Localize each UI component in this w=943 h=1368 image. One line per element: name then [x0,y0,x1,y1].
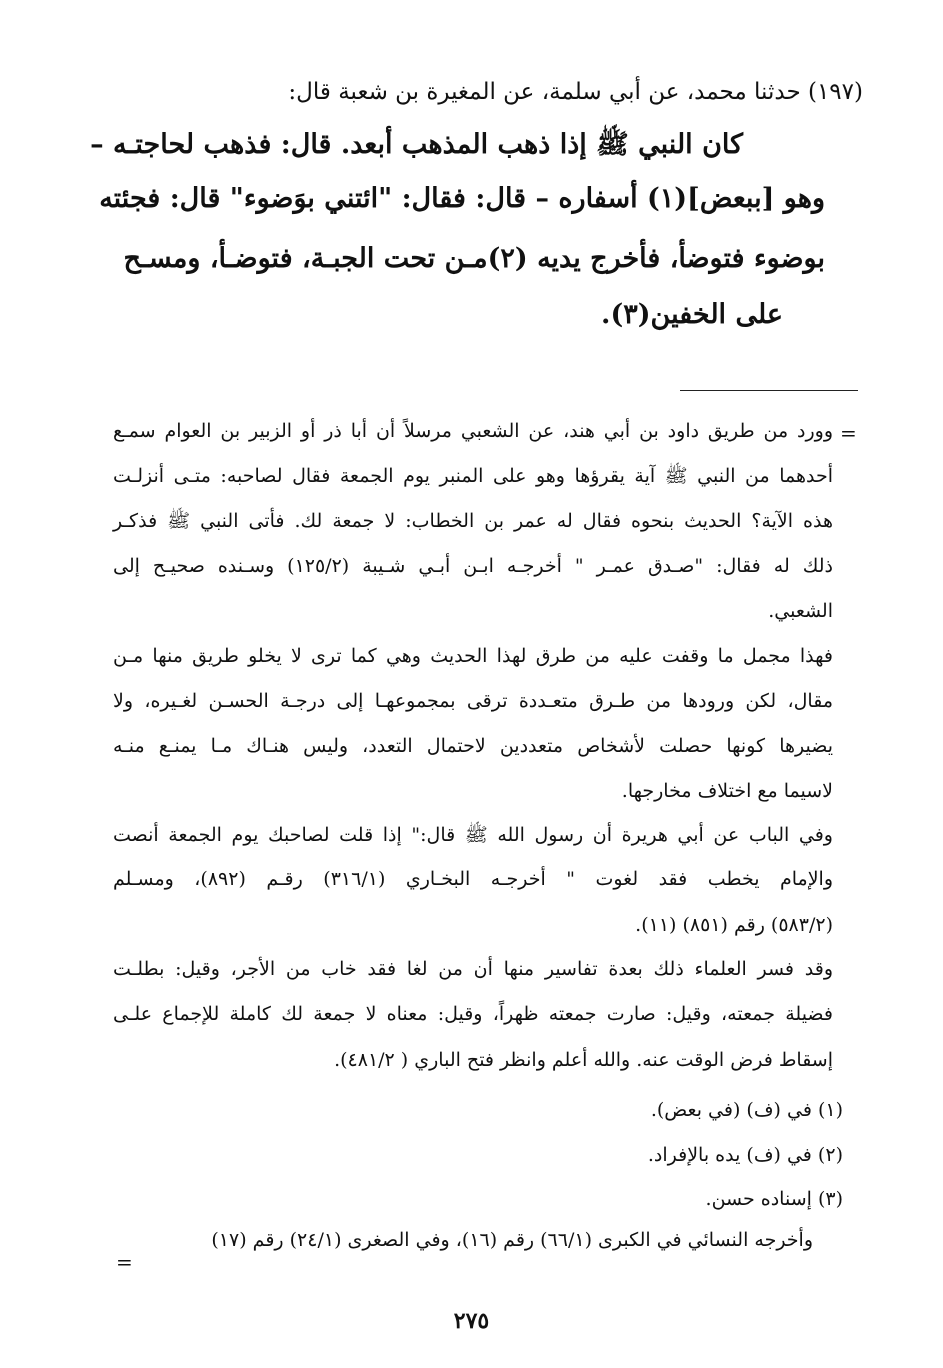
hadith-intro: (١٩٧) حدثنا محمد، عن أبي سلمة، عن المغيرة بن شعبة قال: [288,79,863,105]
note-line: لاسيما مع اختلاف مخارجها. [621,780,833,802]
note-line: يضيرها كونها حصلت لأشخاص متعددين لاحتمال التعدد، وليس هنـاك مـا يمنـع منـه [113,735,833,757]
footnote: (٢) في (ف) يده بالإفراد. [647,1144,843,1166]
footnote: (٣) إسناده حسن. [705,1188,843,1210]
continuation-marker: = [840,421,857,445]
footnote: (١) في (ف) (في بعض). [650,1099,843,1121]
note-line: مقال، لكن ورودها من طـرق متعـددة ترقى بمجموعهـا إلى درجـة الحسـن لغـيره، ولا [113,690,833,712]
footnote-separator [680,390,858,391]
footnote-continuation: وأخرجه النسائي في الكبرى (٦٦/١) رقم (١٦)، وفي الصغرى (٢٤/١) رقم (١٧) [211,1229,813,1251]
note-line: فهذا مجمل ما وقفت عليه من طرق لهذا الحديث وهي كما ترى لا يخلو طريق منها مـن [113,645,833,667]
note-line: وفي الباب عن أبي هريرة أن رسول الله ﷺ قال:" إذا قلت لصاحبك يوم الجمعة أنصت [113,824,833,846]
note-line: (٥٨٣/٢) رقم (٨٥١) (١١). [635,914,833,936]
note-line: الشعبي. [768,600,833,622]
hadith-line: على الخفين(٣). [601,299,783,330]
note-line: هذه الآية؟ الحديث بنحوه فقال له عمر بن الخطاب: لا جمعة لك. فأتى النبي ﷺ فذكـر [113,510,833,532]
continuation-marker-bottom: = [116,1250,133,1274]
note-line: أحدهما من النبي ﷺ آية يقرؤها وهو على المنبر يوم الجمعة فقال لصاحبه: متـى أنزلـت [113,465,833,487]
note-line: والإمام يخطب فقد لغوت " أخرجـه البخـاري (٣١٦/١) رقـم (٨٩٢)، ومسـلم [113,868,834,890]
hadith-line: وهو [ببعض](١) أسفاره – قال: فقال: "ائتني بوَضوء" قال: فجئته [99,183,825,214]
hadith-line: كان النبي ﷺ إذا ذهب المذهب أبعد. قال: فذهب لحاجتـه – [90,129,743,160]
note-line: وقد فسر العلماء ذلك بعدة تفاسير منها أن من لغا فقد خاب من الأجر، وقيل: بطلـت [113,958,833,980]
note-line: وورد من طريق داود بن أبي هند، عن الشعبي مرسلاً أن أبا ذر أو الزبير بن العوام سمـع [113,420,833,442]
note-line: ذلك له فقال: "صـدق عمـر " أخرجـه ابـن أبـي شـيبة (١٢٥/٢) وسـنده صحيـح إلى [113,555,833,577]
note-line: إسقاط فرض الوقت عنه. والله أعلم وانظر فتح الباري ( ٤٨١/٢). [334,1049,833,1071]
page-number: ٢٧٥ [453,1308,490,1334]
note-line: فضيلة جمعته، وقيل: صارت جمعته ظهراً، وقيل: معناه لا جمعة لك كاملة للإجماع علـى [113,1003,833,1025]
hadith-line: بوضوء فتوضأ، فأخرج يديه (٢)مـن تحت الجبـة، فتوضـأ، ومسـح [123,243,825,274]
